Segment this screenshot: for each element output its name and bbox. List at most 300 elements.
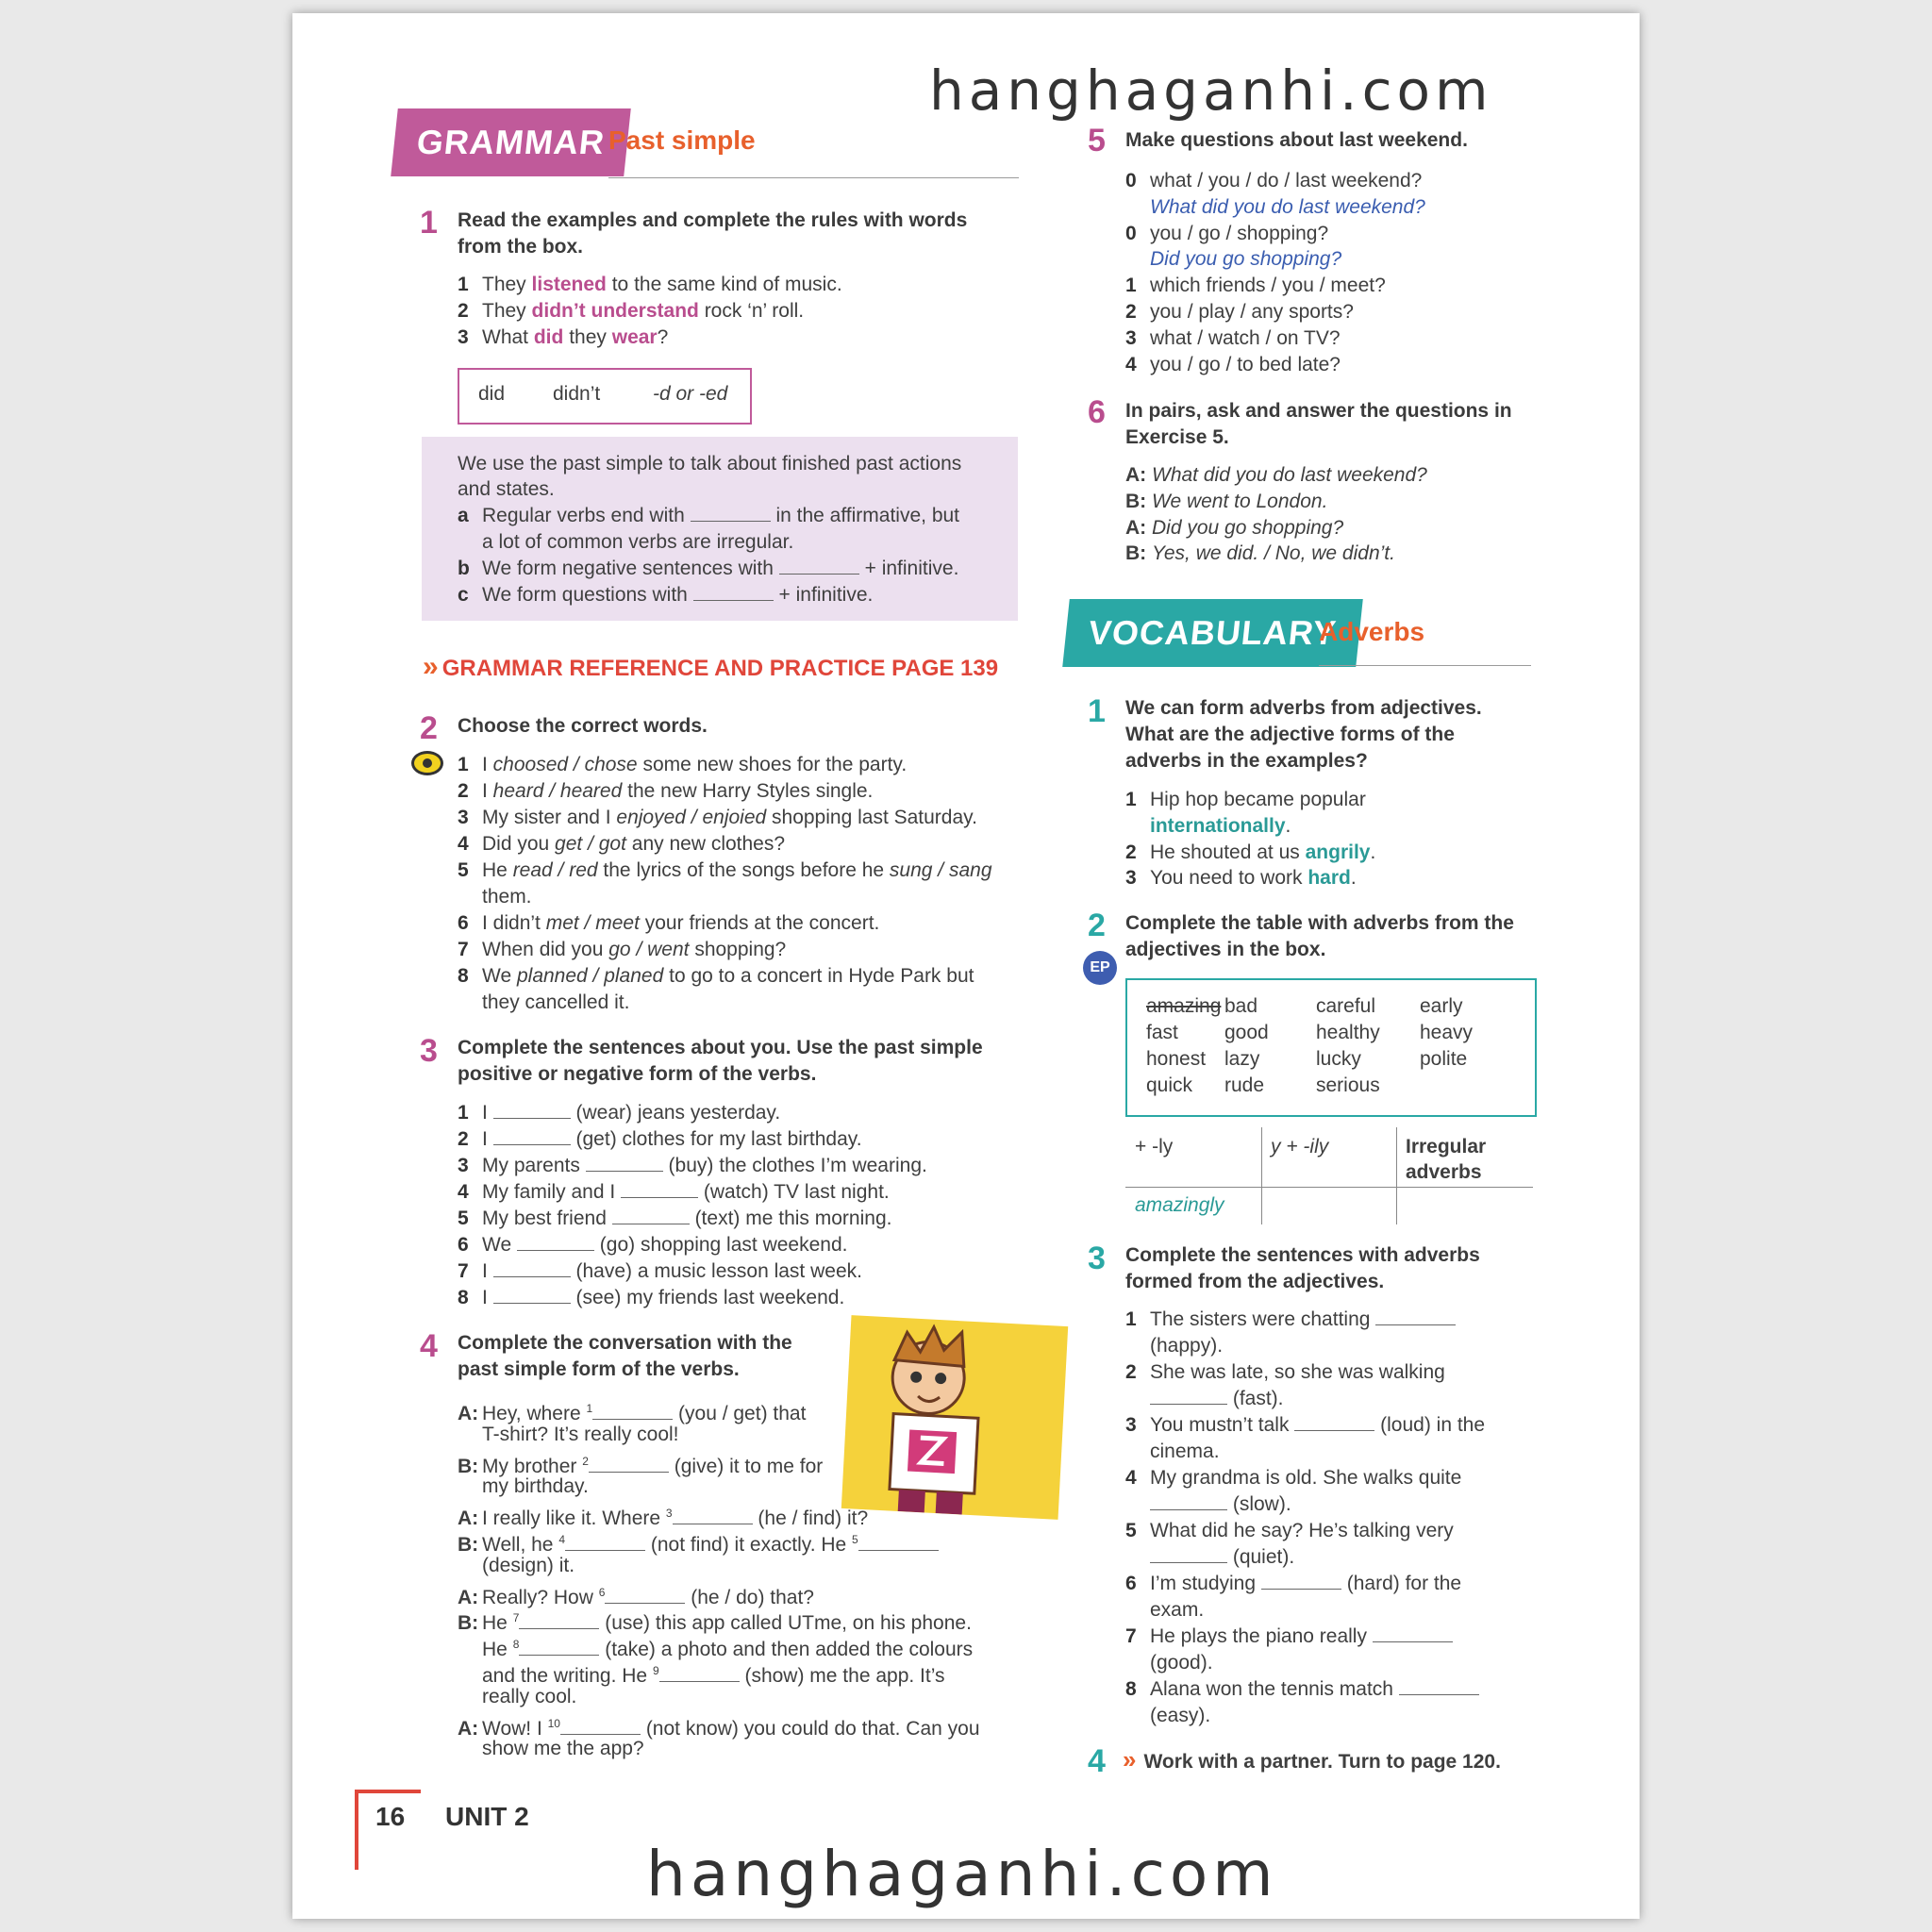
sentence-text: I bbox=[482, 1128, 493, 1150]
item-number: 1 bbox=[1125, 1308, 1137, 1330]
sentence-text: The sisters were chatting bbox=[1150, 1308, 1376, 1330]
speaker: A: bbox=[1125, 516, 1152, 539]
dialogue-text: (give) it to me for bbox=[668, 1455, 824, 1477]
text-line bbox=[458, 1285, 844, 1311]
answer-blank bbox=[691, 521, 771, 522]
gap-number: 2 bbox=[582, 1454, 589, 1468]
item-number: 6 bbox=[458, 1234, 469, 1256]
text-line bbox=[458, 831, 785, 858]
dialogue-text: He bbox=[482, 1639, 513, 1661]
answer-blank bbox=[1150, 1404, 1227, 1405]
item-number: 7 bbox=[458, 1260, 469, 1282]
dialogue-text: and the writing. He bbox=[482, 1665, 653, 1687]
sentence-text: I didn’t bbox=[482, 912, 546, 934]
text-line bbox=[1125, 1412, 1485, 1439]
dialogue-text: Wow! I bbox=[482, 1717, 548, 1740]
sentence-text: them. bbox=[482, 886, 532, 908]
dialogue-text: Well, he bbox=[482, 1534, 559, 1556]
speaker: A: bbox=[458, 1403, 479, 1424]
gap-number: 10 bbox=[547, 1716, 560, 1730]
box-word: -d or -ed bbox=[653, 383, 728, 405]
sentence-text: to go to a concert in Hyde Park but bbox=[663, 965, 974, 987]
dialogue-text: show me the app? bbox=[482, 1738, 644, 1760]
sentence-text: shopping? bbox=[689, 939, 787, 960]
adjective-word: quick bbox=[1146, 1074, 1193, 1096]
example-text: ? bbox=[657, 326, 669, 348]
example-text: They bbox=[482, 300, 532, 322]
item-number: 4 bbox=[1125, 353, 1137, 375]
adjective-word: heavy bbox=[1420, 1022, 1474, 1043]
text-line bbox=[1125, 246, 1341, 273]
text-line bbox=[458, 503, 959, 529]
text-line bbox=[458, 325, 668, 351]
sentence-text: Alana won the tennis match bbox=[1150, 1678, 1399, 1700]
text-line bbox=[1125, 168, 1422, 194]
sentence-text: they cancelled it. bbox=[482, 991, 630, 1013]
text-line bbox=[1125, 1597, 1204, 1624]
word-choice: enjoyed / enjoied bbox=[616, 807, 767, 828]
answer-blank bbox=[621, 1197, 698, 1198]
adjective-word: rude bbox=[1224, 1074, 1265, 1096]
item-number: 7 bbox=[458, 939, 469, 960]
gap-number: 9 bbox=[652, 1664, 659, 1677]
rule-text: We form negative sentences with bbox=[482, 558, 779, 579]
answer-blank bbox=[560, 1734, 641, 1735]
text-line bbox=[458, 805, 977, 831]
sentence-text: (quiet). bbox=[1227, 1546, 1295, 1568]
watermark-bottom: hanghaganhi.com bbox=[646, 1838, 1278, 1910]
question-prompt: you / go / to bed late? bbox=[1150, 353, 1341, 375]
dialogue-text: T-shirt? It’s really cool! bbox=[482, 1423, 679, 1445]
question-prompt: what / you / do / last weekend? bbox=[1150, 170, 1423, 192]
text-line bbox=[1125, 352, 1341, 378]
text-line bbox=[1125, 325, 1341, 352]
adjective-word: fast bbox=[1146, 1022, 1178, 1043]
adjective-word: healthy bbox=[1316, 1022, 1380, 1043]
footer-accent bbox=[355, 1790, 358, 1870]
sentence-text: What did he say? He’s talking very bbox=[1150, 1520, 1454, 1541]
table-divider bbox=[1261, 1127, 1262, 1224]
text-line bbox=[458, 1153, 927, 1179]
answer-blank bbox=[519, 1628, 599, 1629]
answer-blank bbox=[1150, 1509, 1227, 1510]
sentence-text: (go) shopping last weekend. bbox=[593, 1234, 848, 1256]
dialogue-text: (use) this app called UTme, on his phone. bbox=[599, 1612, 972, 1635]
sentence-text: I bbox=[482, 1102, 493, 1124]
answer-blank bbox=[1375, 1324, 1456, 1325]
boy-tshirt-illustration bbox=[841, 1315, 1068, 1520]
sentence-text: (hard) for the bbox=[1341, 1573, 1462, 1594]
grammar-subtitle: Past simple bbox=[608, 125, 756, 155]
gap-number: 5 bbox=[852, 1533, 858, 1546]
example-text: They bbox=[482, 274, 532, 295]
answer-blank bbox=[493, 1276, 571, 1277]
item-number: 8 bbox=[458, 1287, 469, 1308]
sentence-text: We bbox=[482, 1234, 517, 1256]
exercise-instruction: Make questions about last weekend. bbox=[1125, 129, 1468, 151]
adjective-word: lazy bbox=[1224, 1048, 1260, 1070]
highlighted-adverb: angrily bbox=[1305, 841, 1371, 863]
item-number: 1 bbox=[1125, 275, 1137, 297]
answer-blank bbox=[586, 1171, 663, 1172]
item-number: 2 bbox=[458, 1128, 469, 1150]
sentence-text: He plays the piano really bbox=[1150, 1625, 1373, 1647]
sentence-text: You mustn’t talk bbox=[1150, 1414, 1295, 1436]
dialogue-text: Hey, where bbox=[482, 1403, 587, 1424]
sentence-text: (see) my friends last weekend. bbox=[570, 1287, 845, 1308]
exercise-instruction: adverbs in the examples? bbox=[1125, 750, 1368, 772]
dialogue-text: Did you go shopping? bbox=[1152, 516, 1344, 539]
item-number: 3 bbox=[1125, 867, 1137, 890]
sentence-text: Hip hop became popular bbox=[1150, 789, 1366, 810]
word-choice: get / got bbox=[555, 833, 626, 855]
example-answer: What did you do last weekend? bbox=[1150, 195, 1425, 218]
text-line bbox=[1125, 541, 1395, 567]
footer-accent bbox=[355, 1790, 421, 1793]
gap-number: 1 bbox=[586, 1402, 593, 1415]
table-header: + -ly bbox=[1135, 1136, 1174, 1158]
item-number: 3 bbox=[458, 807, 469, 828]
answer-blank bbox=[1150, 1562, 1227, 1563]
exercise-instruction: adjectives in the box. bbox=[1125, 939, 1326, 960]
dialogue-text: (take) a photo and then added the colours bbox=[599, 1639, 974, 1661]
sentence-text: I bbox=[482, 1260, 493, 1282]
text-line bbox=[1125, 1359, 1445, 1386]
text-line bbox=[1125, 299, 1354, 325]
text-line bbox=[458, 752, 907, 778]
exercise-instruction: past simple form of the verbs. bbox=[458, 1358, 740, 1380]
answer-blank bbox=[565, 1550, 645, 1551]
exercise-instruction: formed from the adjectives. bbox=[1125, 1271, 1385, 1292]
dialogue-text: We went to London. bbox=[1152, 490, 1328, 512]
dialogue-text: What did you do last weekend? bbox=[1152, 464, 1427, 486]
speaker: A: bbox=[458, 1586, 479, 1608]
adjective-word: amazing bbox=[1146, 995, 1222, 1017]
text-line bbox=[1125, 1465, 1461, 1491]
sentence-text: When did you bbox=[482, 939, 609, 960]
item-number: 6 bbox=[458, 912, 469, 934]
text-line bbox=[458, 298, 804, 325]
text-line bbox=[1125, 1703, 1210, 1729]
exercise-instruction: Complete the sentences about you. Use the past simple bbox=[458, 1037, 983, 1058]
speaker: B: bbox=[458, 1612, 479, 1635]
item-number: 5 bbox=[1125, 1520, 1137, 1541]
text-line bbox=[458, 1553, 575, 1579]
answer-blank bbox=[1294, 1430, 1374, 1431]
text-line bbox=[1125, 515, 1343, 541]
adjective-word: good bbox=[1224, 1022, 1269, 1043]
item-number: 3 bbox=[1125, 1414, 1137, 1436]
unit-label: UNIT 2 bbox=[445, 1802, 529, 1831]
text-line bbox=[458, 1232, 847, 1258]
dialogue-text: (he / do) that? bbox=[685, 1586, 814, 1608]
table-divider bbox=[1396, 1127, 1397, 1224]
text-line bbox=[1125, 1571, 1461, 1597]
exercise-instruction: In pairs, ask and answer the questions in bbox=[1125, 400, 1512, 422]
double-chevron-icon: » bbox=[423, 651, 439, 682]
sentence-text: I’m studying bbox=[1150, 1573, 1261, 1594]
highlighted-adverb: internationally bbox=[1150, 814, 1286, 837]
eye-icon bbox=[411, 751, 443, 775]
sentence-text: (good). bbox=[1150, 1652, 1213, 1674]
table-header: adverbs bbox=[1406, 1161, 1482, 1183]
exercise-number: 2 bbox=[1088, 908, 1106, 943]
rule-intro: We use the past simple to talk about finished past actions bbox=[458, 453, 962, 475]
text-line bbox=[1125, 273, 1386, 299]
sentence-text: My grandma is old. She walks quite bbox=[1150, 1467, 1462, 1489]
sentence-text: your friends at the concert. bbox=[639, 912, 880, 934]
text-line bbox=[482, 990, 629, 1016]
rule-letter: b bbox=[458, 558, 470, 579]
item-number: 4 bbox=[458, 1181, 469, 1203]
speaker: A: bbox=[1125, 464, 1152, 486]
dialogue-text: (you / get) that bbox=[673, 1403, 807, 1424]
text-line bbox=[482, 529, 793, 556]
table-header: y + -ily bbox=[1271, 1136, 1329, 1158]
text-line bbox=[458, 1258, 862, 1285]
table-divider bbox=[1125, 1187, 1533, 1188]
grammar-rule bbox=[608, 177, 1019, 178]
answer-blank bbox=[493, 1303, 571, 1304]
exercise-instruction: Choose the correct words. bbox=[458, 715, 708, 737]
text-line bbox=[1125, 489, 1327, 515]
item-number: 0 bbox=[1125, 170, 1137, 192]
word-choice: heard / heared bbox=[492, 780, 623, 802]
text-line bbox=[1125, 1439, 1220, 1465]
answer-blank bbox=[1373, 1641, 1453, 1642]
text-line bbox=[458, 1684, 576, 1710]
answer-blank bbox=[493, 1118, 571, 1119]
dialogue-text: (show) me the app. It’s bbox=[739, 1665, 945, 1687]
text-line bbox=[458, 272, 842, 298]
speaker: B: bbox=[1125, 542, 1152, 565]
text-line bbox=[1125, 1650, 1213, 1676]
sentence-text: I bbox=[482, 754, 493, 775]
item-number: 0 bbox=[1125, 222, 1137, 244]
exercise-instruction: positive or negative form of the verbs. bbox=[458, 1063, 817, 1085]
text-line bbox=[1125, 194, 1425, 221]
exercise-instruction: We can form adverbs from adjectives. bbox=[1125, 697, 1482, 719]
adjective-word: honest bbox=[1146, 1048, 1207, 1070]
exercise-instruction: What are the adjective forms of the bbox=[1125, 724, 1455, 745]
item-number: 1 bbox=[458, 274, 469, 295]
word-choice: planned / planed bbox=[516, 965, 664, 987]
item-number: 2 bbox=[458, 300, 469, 322]
vocabulary-tag: VOCABULARY bbox=[1062, 599, 1362, 667]
item-number: 7 bbox=[1125, 1625, 1137, 1647]
text-line bbox=[1125, 1518, 1454, 1544]
sentence-text: some new shoes for the party. bbox=[637, 754, 908, 775]
sentence-text: (loud) in the bbox=[1374, 1414, 1486, 1436]
sentence-text: any new clothes? bbox=[625, 833, 786, 855]
sentence-text: . bbox=[1285, 814, 1291, 837]
partner-instruction[interactable]: » Work with a partner. Turn to page 120. bbox=[1123, 1745, 1501, 1774]
dialogue-text: (not know) you could do that. Can you bbox=[640, 1717, 980, 1740]
sentence-text: My best friend bbox=[482, 1208, 612, 1229]
highlighted-verb: listened bbox=[531, 274, 607, 295]
answer-blank bbox=[1261, 1589, 1341, 1590]
sentence-text: (slow). bbox=[1227, 1493, 1291, 1515]
answer-blank bbox=[693, 600, 774, 601]
speaker: B: bbox=[1125, 490, 1152, 512]
sentence-text: You need to work bbox=[1150, 867, 1308, 890]
exercise-number: 4 bbox=[420, 1328, 438, 1364]
sentence-text: (get) clothes for my last birthday. bbox=[570, 1128, 862, 1150]
dialogue-text: My brother bbox=[482, 1455, 583, 1477]
exercise-number: 6 bbox=[1088, 394, 1106, 430]
answer-blank bbox=[858, 1550, 939, 1551]
rule-text: + infinitive. bbox=[858, 558, 959, 579]
text-line bbox=[1125, 865, 1357, 891]
item-number: 2 bbox=[1125, 301, 1137, 323]
rule-text: in the affirmative, but bbox=[770, 505, 960, 526]
box-word: didn’t bbox=[553, 383, 601, 405]
text-line bbox=[458, 910, 879, 937]
sentence-text: (fast). bbox=[1227, 1388, 1284, 1409]
item-number: 3 bbox=[458, 1155, 469, 1176]
text-line bbox=[458, 1474, 589, 1500]
gap-number: 3 bbox=[665, 1507, 673, 1521]
sentence-text: He bbox=[482, 859, 513, 881]
item-number: 3 bbox=[458, 326, 469, 348]
word-choice: sung / sang bbox=[889, 859, 992, 881]
text-line bbox=[1125, 1624, 1453, 1650]
table-example: amazingly bbox=[1135, 1194, 1224, 1216]
speaker: B: bbox=[458, 1534, 479, 1556]
rule-text: + infinitive. bbox=[773, 584, 874, 606]
speaker: A: bbox=[458, 1507, 479, 1530]
word-choice: read / red bbox=[512, 859, 598, 881]
item-number: 4 bbox=[458, 833, 469, 855]
text-line bbox=[1125, 787, 1366, 813]
sentence-text: I bbox=[482, 1287, 493, 1308]
sentence-text: (watch) TV last night. bbox=[698, 1181, 890, 1203]
sentence-text: the lyrics of the songs before he bbox=[597, 859, 890, 881]
question-prompt: what / watch / on TV? bbox=[1150, 326, 1341, 349]
adjective-word: lucky bbox=[1316, 1048, 1361, 1070]
sentence-text: (easy). bbox=[1150, 1705, 1211, 1726]
exercise-number: 3 bbox=[420, 1033, 438, 1069]
adjective-word: careful bbox=[1316, 995, 1376, 1017]
dialogue-text: Yes, we did. / No, we didn’t. bbox=[1152, 542, 1395, 565]
adjective-word: serious bbox=[1316, 1074, 1380, 1096]
answer-blank bbox=[779, 574, 859, 575]
rule-text: a lot of common verbs are irregular. bbox=[482, 531, 794, 553]
gap-number: 6 bbox=[598, 1585, 606, 1599]
dialogue-text: He bbox=[482, 1612, 513, 1635]
text-line bbox=[1125, 1491, 1291, 1518]
dialogue-text: really cool. bbox=[482, 1685, 577, 1707]
question-prompt: you / play / any sports? bbox=[1150, 301, 1354, 323]
example-text: they bbox=[563, 326, 612, 348]
item-number: 2 bbox=[458, 780, 469, 802]
text-line bbox=[458, 937, 786, 963]
exercise-number: 2 bbox=[420, 710, 438, 746]
exercise-number: 1 bbox=[1088, 693, 1106, 729]
sentence-text: (buy) the clothes I’m wearing. bbox=[662, 1155, 927, 1176]
text-line bbox=[1125, 462, 1427, 489]
highlighted-verb: did bbox=[533, 326, 564, 348]
sentence-text: My parents bbox=[482, 1155, 586, 1176]
dialogue-text: (design) it. bbox=[482, 1554, 575, 1576]
gap-number: 7 bbox=[512, 1611, 520, 1625]
example-text: to the same kind of music. bbox=[606, 274, 842, 295]
exercise-number: 4 bbox=[1088, 1743, 1106, 1779]
box-word: did bbox=[478, 383, 506, 405]
highlighted-verb: wear bbox=[611, 326, 658, 348]
answer-blank bbox=[589, 1472, 669, 1473]
item-number: 8 bbox=[1125, 1678, 1137, 1700]
text-line bbox=[1125, 1333, 1223, 1359]
grammar-reference[interactable]: » GRAMMAR REFERENCE AND PRACTICE PAGE 139 bbox=[423, 651, 999, 682]
dialogue-text: (not find) it exactly. He bbox=[645, 1534, 853, 1556]
text-line bbox=[458, 1126, 862, 1153]
text-line bbox=[458, 858, 992, 884]
dialogue-text: Really? How bbox=[482, 1586, 599, 1608]
sentence-text: . bbox=[1350, 867, 1357, 890]
dialogue-text: (he / find) it? bbox=[752, 1507, 869, 1530]
word-choice: go / went bbox=[608, 939, 690, 960]
page-number: 16 bbox=[375, 1802, 406, 1831]
sentence-text: My family and I bbox=[482, 1181, 622, 1203]
text-line bbox=[1125, 813, 1291, 840]
text-line bbox=[458, 1422, 679, 1448]
text-line bbox=[482, 884, 532, 910]
grammar-tag: GRAMMAR bbox=[391, 108, 631, 176]
sentence-text: shopping last Saturday. bbox=[766, 807, 977, 828]
item-number: 1 bbox=[458, 1102, 469, 1124]
vocabulary-rule bbox=[1319, 665, 1531, 666]
sentence-text: I bbox=[482, 780, 493, 802]
text-line bbox=[1125, 1307, 1456, 1333]
sentence-text: He shouted at us bbox=[1150, 841, 1306, 863]
text-line bbox=[458, 582, 873, 608]
exercise-instruction: Read the examples and complete the rules with words from the box. bbox=[458, 209, 968, 258]
text-line bbox=[458, 778, 873, 805]
item-number: 2 bbox=[1125, 841, 1137, 863]
answer-blank bbox=[519, 1655, 599, 1656]
sentence-text: Did you bbox=[482, 833, 556, 855]
rule-text: Regular verbs end with bbox=[482, 505, 691, 526]
answer-blank bbox=[493, 1144, 571, 1145]
adjective-word: early bbox=[1420, 995, 1463, 1017]
ep-badge: EP bbox=[1083, 951, 1117, 985]
highlighted-adverb: hard bbox=[1307, 867, 1351, 890]
table-header: Irregular bbox=[1406, 1136, 1487, 1158]
exercise-number: 5 bbox=[1088, 123, 1106, 158]
answer-blank bbox=[605, 1603, 685, 1604]
example-answer: Did you go shopping? bbox=[1150, 248, 1342, 271]
text-line bbox=[1125, 1386, 1284, 1412]
rule-intro: and states. bbox=[458, 478, 555, 500]
rule-letter: a bbox=[458, 505, 469, 526]
item-number: 4 bbox=[1125, 1467, 1137, 1489]
text-line bbox=[458, 1206, 891, 1232]
answer-blank bbox=[517, 1250, 594, 1251]
text-line bbox=[458, 1100, 780, 1126]
exercise-instruction: Complete the conversation with the bbox=[458, 1332, 792, 1354]
answer-blank bbox=[659, 1681, 740, 1682]
sentence-text: . bbox=[1370, 841, 1376, 863]
item-number: 5 bbox=[458, 859, 469, 881]
sentence-text: cinema. bbox=[1150, 1441, 1220, 1462]
item-number: 5 bbox=[458, 1208, 469, 1229]
highlighted-verb: didn’t understand bbox=[531, 300, 699, 322]
dialogue-text: my birthday. bbox=[482, 1475, 589, 1498]
text-line bbox=[1125, 840, 1375, 866]
text-line bbox=[458, 1736, 644, 1762]
item-number: 2 bbox=[1125, 1361, 1137, 1383]
